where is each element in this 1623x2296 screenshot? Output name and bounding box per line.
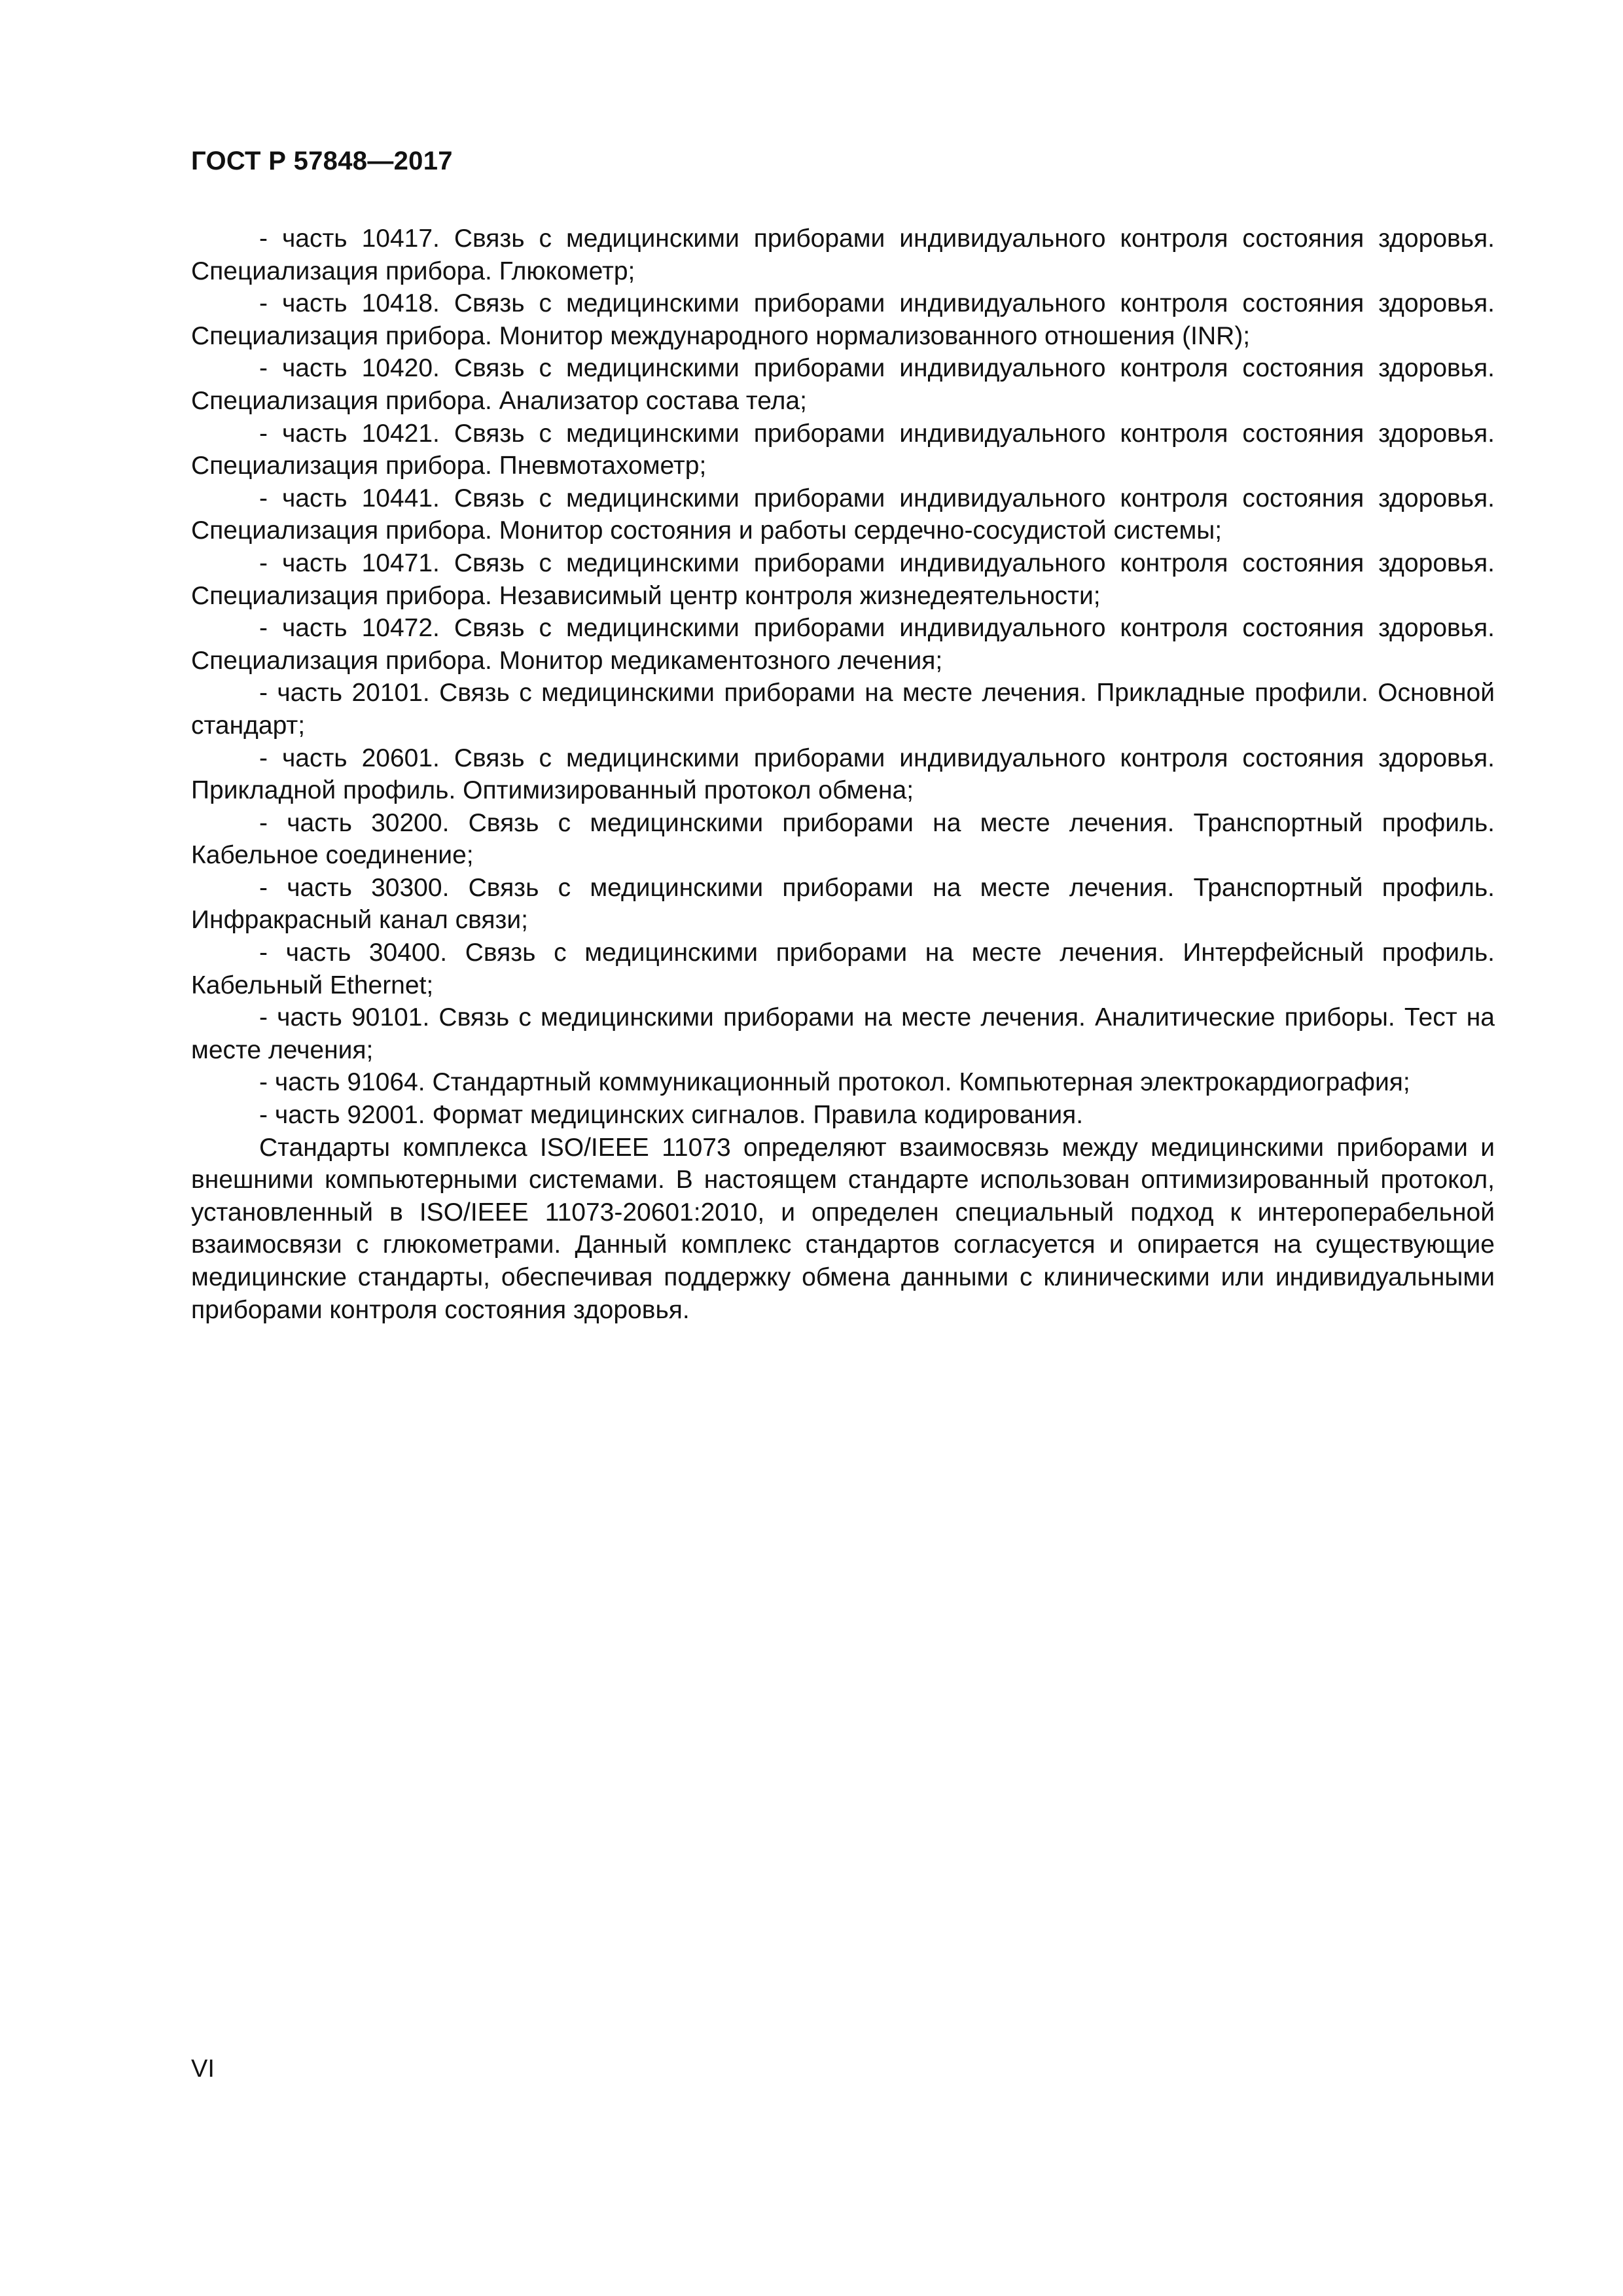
list-item-part-20601: - часть 20601. Связь с медицинскими приборами индивидуального контроля состояния здоровья. Прикладной профиль. Оптимизированный протокол обмена; xyxy=(191,744,1495,805)
list-item-part-30300: - часть 30300. Связь с медицинскими приборами на месте лечения. Транспортный профиль. Инфракрасный канал связи; xyxy=(191,873,1495,935)
list-item-part-30400: - часть 30400. Связь с медицинскими приборами на месте лечения. Интерфейсный профиль. Кабельный Ethernet; xyxy=(191,939,1495,999)
list-item-part-30200: - часть 30200. Связь с медицинскими приборами на месте лечения. Транспортный профиль. Кабельное соединение; xyxy=(191,808,1495,870)
list-item-part-91064: - часть 91064. Стандартный коммуникационный протокол. Компьютерная электрокардиография; xyxy=(259,1068,1410,1097)
page-number: VI xyxy=(191,2055,215,2083)
list-item-part-10420: - часть 10420. Связь с медицинскими приборами индивидуального контроля состояния здоровья. Специализация прибора. Анализатор состава тела; xyxy=(191,354,1495,415)
document-body xyxy=(191,223,1495,1326)
list-item-part-90101: - часть 90101. Связь с медицинскими приборами на месте лечения. Аналитические приборы. Тест на месте лечения; xyxy=(191,1003,1495,1064)
list-item-part-20101: - часть 20101. Связь с медицинскими приборами на месте лечения. Прикладные профили. Основной стандарт; xyxy=(191,679,1495,740)
list-item-part-10421: - часть 10421. Связь с медицинскими приборами индивидуального контроля состояния здоровья. Специализация прибора. Пневмотахометр; xyxy=(191,419,1495,480)
summary-paragraph: Стандарты комплекса ISO/IEEE 11073 определяют взаимосвязь между медицинскими приборами и внешними компьютерными системами. В настоящем стандарте использован оптимизированный протокол, установленный в ISO/IEEE 11073-20601:2010, и определен специальный подход к интероперабельной взаимосвязи с глюкометрами. Данный комплекс стандартов согласуется и опирается на существующие медицинские стандарты, обеспечивая поддержку обмена данными с клиническими или индивидуальными приборами контроля состояния здоровья. xyxy=(191,1133,1495,1324)
document-header-title: ГОСТ Р 57848—2017 xyxy=(191,147,453,175)
list-item-part-10417: - часть 10417. Связь с медицинскими приборами индивидуального контроля состояния здоровья. Специализация прибора. Глюкометр; xyxy=(191,224,1495,285)
list-item-part-10472: - часть 10472. Связь с медицинскими приборами индивидуального контроля состояния здоровья. Специализация прибора. Монитор медикаментозного лечения; xyxy=(191,614,1495,675)
list-item-part-10418: - часть 10418. Связь с медицинскими приборами индивидуального контроля состояния здоровья. Специализация прибора. Монитор международного нормализованного отношения (INR); xyxy=(191,289,1495,350)
list-item-part-10471: - часть 10471. Связь с медицинскими приборами индивидуального контроля состояния здоровья. Специализация прибора. Независимый центр контроля жизнедеятельности; xyxy=(191,548,1495,610)
list-item-part-10441: - часть 10441. Связь с медицинскими приборами индивидуального контроля состояния здоровья. Специализация прибора. Монитор состояния и работы сердечно-сосудистой системы; xyxy=(191,484,1495,545)
list-item-part-92001: - часть 92001. Формат медицинских сигналов. Правила кодирования. xyxy=(259,1101,1084,1130)
